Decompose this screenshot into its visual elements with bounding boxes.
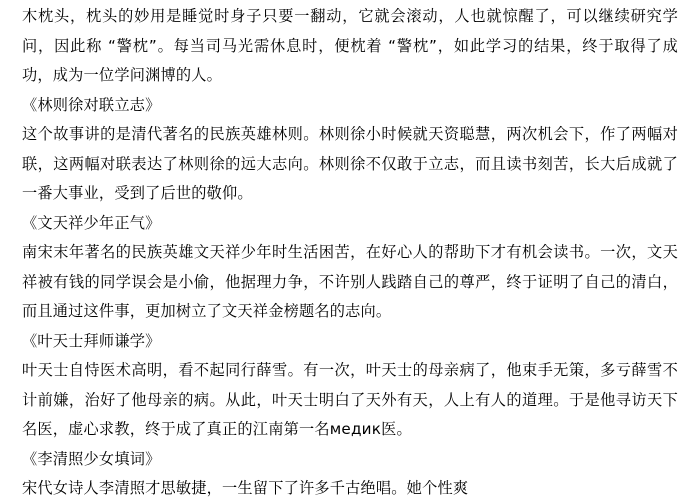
heading-ye-tianshi: 《叶天士拜师谦学》 [22,331,161,350]
heading-li-qingzhao: 《李清照少女填词》 [22,449,161,468]
paragraph-sima-guang: 木枕头，枕头的妙用是睡觉时身子只要一翻动，它就会滚动，人也就惊醒了，可以继续研究学问，因此称 “警枕”。每当司马光需休息时，便枕着 “警枕”，如此学习的结果，终于取得了成功，成为一位学问渊博的人。 [22,7,678,84]
paragraph-ye-tianshi: 叶天士自恃医术高明，看不起同行薛雪。有一次，叶天士的母亲病了，他束手无策，多亏薛雪不计前嫌，治好了他母亲的病。从此，叶天士明白了天外有天，人上有人的道理。于是他寻访天下名医，虚心求教，终于成了真正的江南第一名медик医。 [22,361,678,438]
heading-lin-zexu: 《林则徐对联立志》 [22,95,161,114]
paragraph-wen-tianxiang: 南宋末年著名的民族英雄文天祥少年时生活困苦，在好心人的帮助下才有机会读书。一次，文天祥被有钱的同学误会是小偷，他据理力争，不许别人践踏自己的尊严，终于证明了自己的清白，而且通过这件事，更加树立了文天祥金榜题名的志向。 [22,243,678,320]
paragraph-li-qingzhao: 宋代女诗人李清照才思敏捷，一生留下了许多千古绝唱。她个性爽 [22,479,469,497]
page-bottom-clip [0,468,700,470]
paragraph-lin-zexu: 这个故事讲的是清代著名的民族英雄林则。林则徐小时候就天资聪慧，两次机会下，作了两幅对联，这两幅对联表达了林则徐的远大志向。林则徐不仅敢于立志，而且读书刻苦，长大后成就了一番大事业，受到了后世的敬仰。 [22,125,678,202]
heading-wen-tianxiang: 《文天祥少年正气》 [22,213,161,232]
document-body [22,0,678,504]
